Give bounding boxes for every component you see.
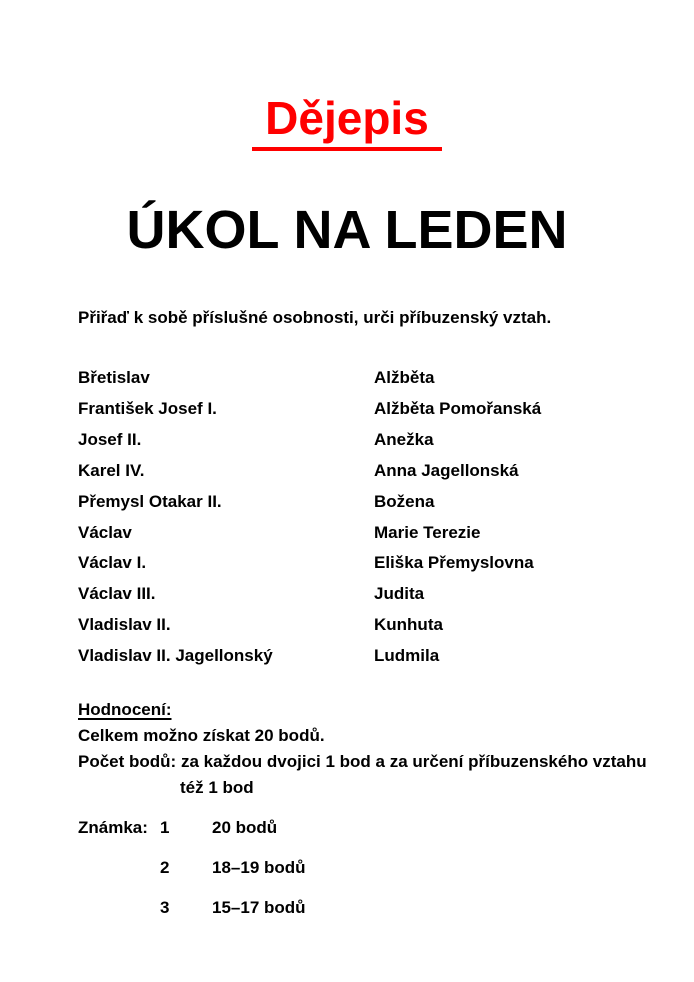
scale-row [78,848,306,888]
right-name: Božena [374,491,435,511]
grade-number: 3 [160,898,170,917]
left-name: Václav III. [78,584,156,604]
grading-points-line-continuation: též 1 bod [180,778,254,797]
match-row [78,456,541,487]
subject-title: Dějepis [252,92,442,151]
match-row [78,487,541,518]
grade-points: 20 bodů [212,818,278,837]
matching-list [78,363,541,672]
right-name: Alžběta [374,368,435,387]
right-name: Ludmila [374,646,440,666]
match-row [78,518,541,549]
left-name: Václav I. [78,553,147,573]
grade-points: 18–19 bodů [212,858,306,877]
scale-row [78,808,306,848]
subject-title-container [0,92,694,151]
scale-label [78,848,160,888]
instruction-text: Přiřaď k sobě příslušné osobnosti, urči příbuzenský vztah. [78,308,552,327]
match-row [78,610,541,641]
right-name: Marie Terezie [374,522,481,542]
left-name: Václav [78,522,132,542]
left-name: Přemysl Otakar II. [78,491,222,511]
scale-label [78,888,160,928]
left-name: Josef II. [78,429,142,449]
right-name: Alžběta Pomořanská [374,398,542,418]
left-name: Břetislav [78,368,150,387]
match-row [78,394,541,425]
right-name: Anna Jagellonská [374,460,519,480]
right-name: Judita [374,584,425,604]
right-name: Eliška Přemyslovna [374,553,534,573]
task-title: ÚKOL NA LEDEN [126,200,568,260]
scale-row [78,888,306,928]
match-row [78,363,541,394]
grade-number: 2 [160,858,170,877]
left-name: Vladislav II. Jagellonský [78,646,273,666]
match-row [78,579,541,610]
left-name: František Josef I. [78,398,217,418]
grading-heading: Hodnocení: [78,700,172,719]
grade-scale [78,808,306,928]
left-name: Vladislav II. [78,615,171,635]
right-name: Anežka [374,429,434,449]
grade-points: 15–17 bodů [212,898,306,917]
match-row [78,425,541,456]
grading-section [78,697,647,801]
grade-number: 1 [160,818,170,837]
left-name: Karel IV. [78,460,145,480]
match-row [78,641,541,672]
scale-label: Známka: [78,818,148,837]
grading-total-line: Celkem možno získat 20 bodů. [78,726,325,745]
grading-points-line: Počet bodů: za každou dvojici 1 bod a za určení příbuzenského vztahu [78,752,647,771]
match-row [78,548,541,579]
right-name: Kunhuta [374,615,443,635]
